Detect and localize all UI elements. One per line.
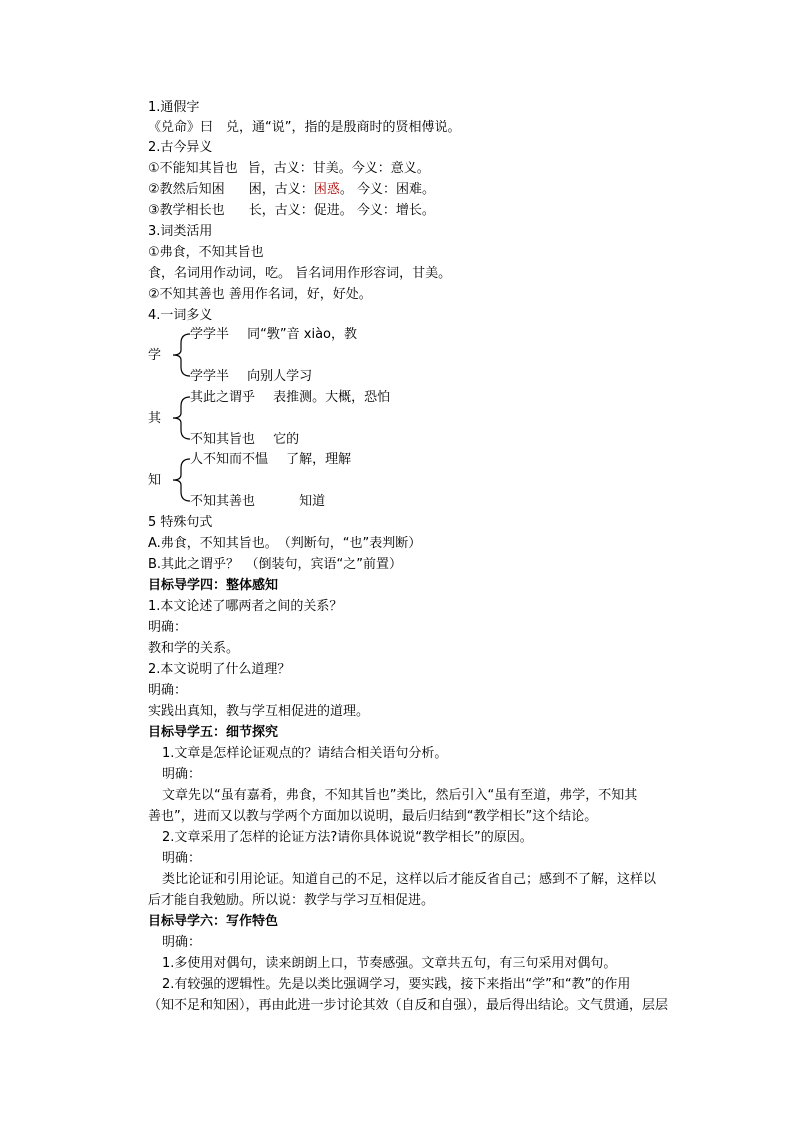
polysemy-bottom — [190, 492, 325, 512]
polysemy-bottom — [190, 430, 299, 450]
polysemy-meaning: 了解，理解 — [286, 452, 352, 467]
goal4-q2: 2.本文说明了什么道理？ — [148, 662, 291, 677]
goal5-a2-line1: 类比论证和引用论证。知道自己的不足，这样以后才能反省自己；感到不了解，这样以 — [162, 872, 657, 887]
polysemy-phrase: 学学半 — [190, 327, 230, 342]
cilei-line-1: ①弗食，不知其旨也 — [148, 245, 264, 260]
brace-icon — [168, 330, 192, 380]
polysemy-phrase: 其此之谓乎 — [190, 390, 256, 405]
gujin-highlight: 困惑 — [313, 182, 340, 197]
gujin-explain-a: 困，古义： — [248, 182, 314, 197]
gujin-phrase: ②教然后知困 — [148, 182, 225, 197]
polysemy-top — [190, 325, 357, 345]
polysemy-meaning: 向别人学习 — [247, 369, 313, 384]
goal6-p2-line1: 2.有较强的逻辑性。先是以类比强调学习，要实践，接下来指出“学”和“教”的作用 — [162, 977, 631, 992]
heading-cilei: 3.词类活用 — [148, 224, 213, 239]
gujin-item-1 — [148, 159, 430, 179]
polysemy-phrase: 不知其善也 — [190, 494, 256, 509]
heading-teshu: 5 特殊句式 — [148, 515, 213, 530]
gujin-phrase: ③教学相长也 — [148, 203, 225, 218]
goal4-q1: 1.本文论述了哪两者之间的关系？ — [148, 599, 343, 614]
polysemy-phrase: 不知其旨也 — [190, 432, 256, 447]
goal4-m1: 明确： — [148, 620, 188, 635]
cilei-line-2: 食，名词用作动词，吃。 旨名词用作形容词，甘美。 — [148, 266, 452, 281]
goal5-a2-line2: 后才能自我勉励。所以说：教学与学习互相促进。 — [148, 893, 435, 908]
tongjia-line: 《兑命》曰 兑，通“说”，指的是殷商时的贤相傅说。 — [148, 120, 461, 135]
polysemy-char-xue: 学 — [148, 348, 162, 363]
polysemy-meaning: 它的 — [273, 432, 300, 447]
goal5-a1-line1: 文章先以“虽有嘉肴，弗食，不知其旨也”类比，然后引入“虽有至道，弗学，不知其 — [162, 788, 638, 803]
gujin-item-3 — [148, 201, 435, 221]
gujin-item-2 — [148, 180, 435, 200]
gujin-explain: 长，古义：促进。 今义：增长。 — [248, 203, 435, 218]
cilei-line-3: ②不知其善也 善用作名词，好，好处。 — [148, 287, 372, 302]
heading-tongjia: 1.通假字 — [148, 100, 200, 115]
goal4-a1: 教和学的关系。 — [148, 641, 240, 656]
brace-icon — [168, 455, 192, 505]
goal5-q1: 1.文章是怎样论证观点的？请结合相关语句分析。 — [162, 746, 448, 761]
brace-icon — [168, 393, 192, 443]
goal6-m: 明确： — [162, 935, 202, 950]
goal4-a2: 实践出真知，教与学互相促进的道理。 — [148, 704, 370, 719]
heading-goal5: 目标导学五：细节探究 — [148, 725, 279, 740]
polysemy-meaning: 知道 — [299, 494, 326, 509]
heading-goal6: 目标导学六：写作特色 — [148, 914, 279, 929]
goal5-q2: 2.文章采用了怎样的论证方法?请你具体说说“教学相长”的原因。 — [162, 830, 533, 845]
gujin-explain-b: 。 今义：困难。 — [339, 182, 435, 197]
teshu-a: A.弗食，不知其旨也。 （判断句，“也”表判断） — [148, 536, 422, 551]
gujin-phrase: ①不能知其旨也 — [148, 161, 238, 176]
goal5-a1-line2: 善也”，进而又以教与学两个方面加以说明，最后归结到“教学相长”这个结论。 — [148, 809, 598, 824]
polysemy-top — [190, 450, 351, 470]
polysemy-char-qi: 其 — [148, 411, 162, 426]
goal5-m2: 明确： — [162, 851, 202, 866]
goal4-m2: 明确： — [148, 683, 188, 698]
polysemy-phrase: 学学半 — [190, 369, 230, 384]
heading-goal4: 目标导学四：整体感知 — [148, 578, 279, 593]
gujin-explain: 旨，古义：甘美。今义：意义。 — [247, 161, 430, 176]
heading-yici: 4.一词多义 — [148, 308, 213, 323]
goal6-p2-line2: （知不足和知困），再由此进一步讨论其效（自反和自强），最后得出结论。文气贯通，层层 — [148, 998, 669, 1013]
heading-gujin: 2.古今异义 — [148, 140, 213, 155]
teshu-b: B.其此之谓乎？ （倒装句，宾语“之”前置） — [148, 557, 403, 572]
polysemy-meaning: 表推测。大概，恐怕 — [273, 390, 391, 405]
polysemy-meaning: 同“斆”音 xiào，教 — [247, 327, 357, 342]
polysemy-top — [190, 388, 390, 408]
goal6-p1: 1.多使用对偶句，读来朗朗上口，节奏感强。文章共五句，有三句采用对偶句。 — [162, 956, 617, 971]
goal5-m1: 明确： — [162, 767, 202, 782]
polysemy-phrase: 人不知而不愠 — [190, 452, 269, 467]
polysemy-char-zhi: 知 — [148, 473, 162, 488]
polysemy-bottom — [190, 367, 312, 387]
